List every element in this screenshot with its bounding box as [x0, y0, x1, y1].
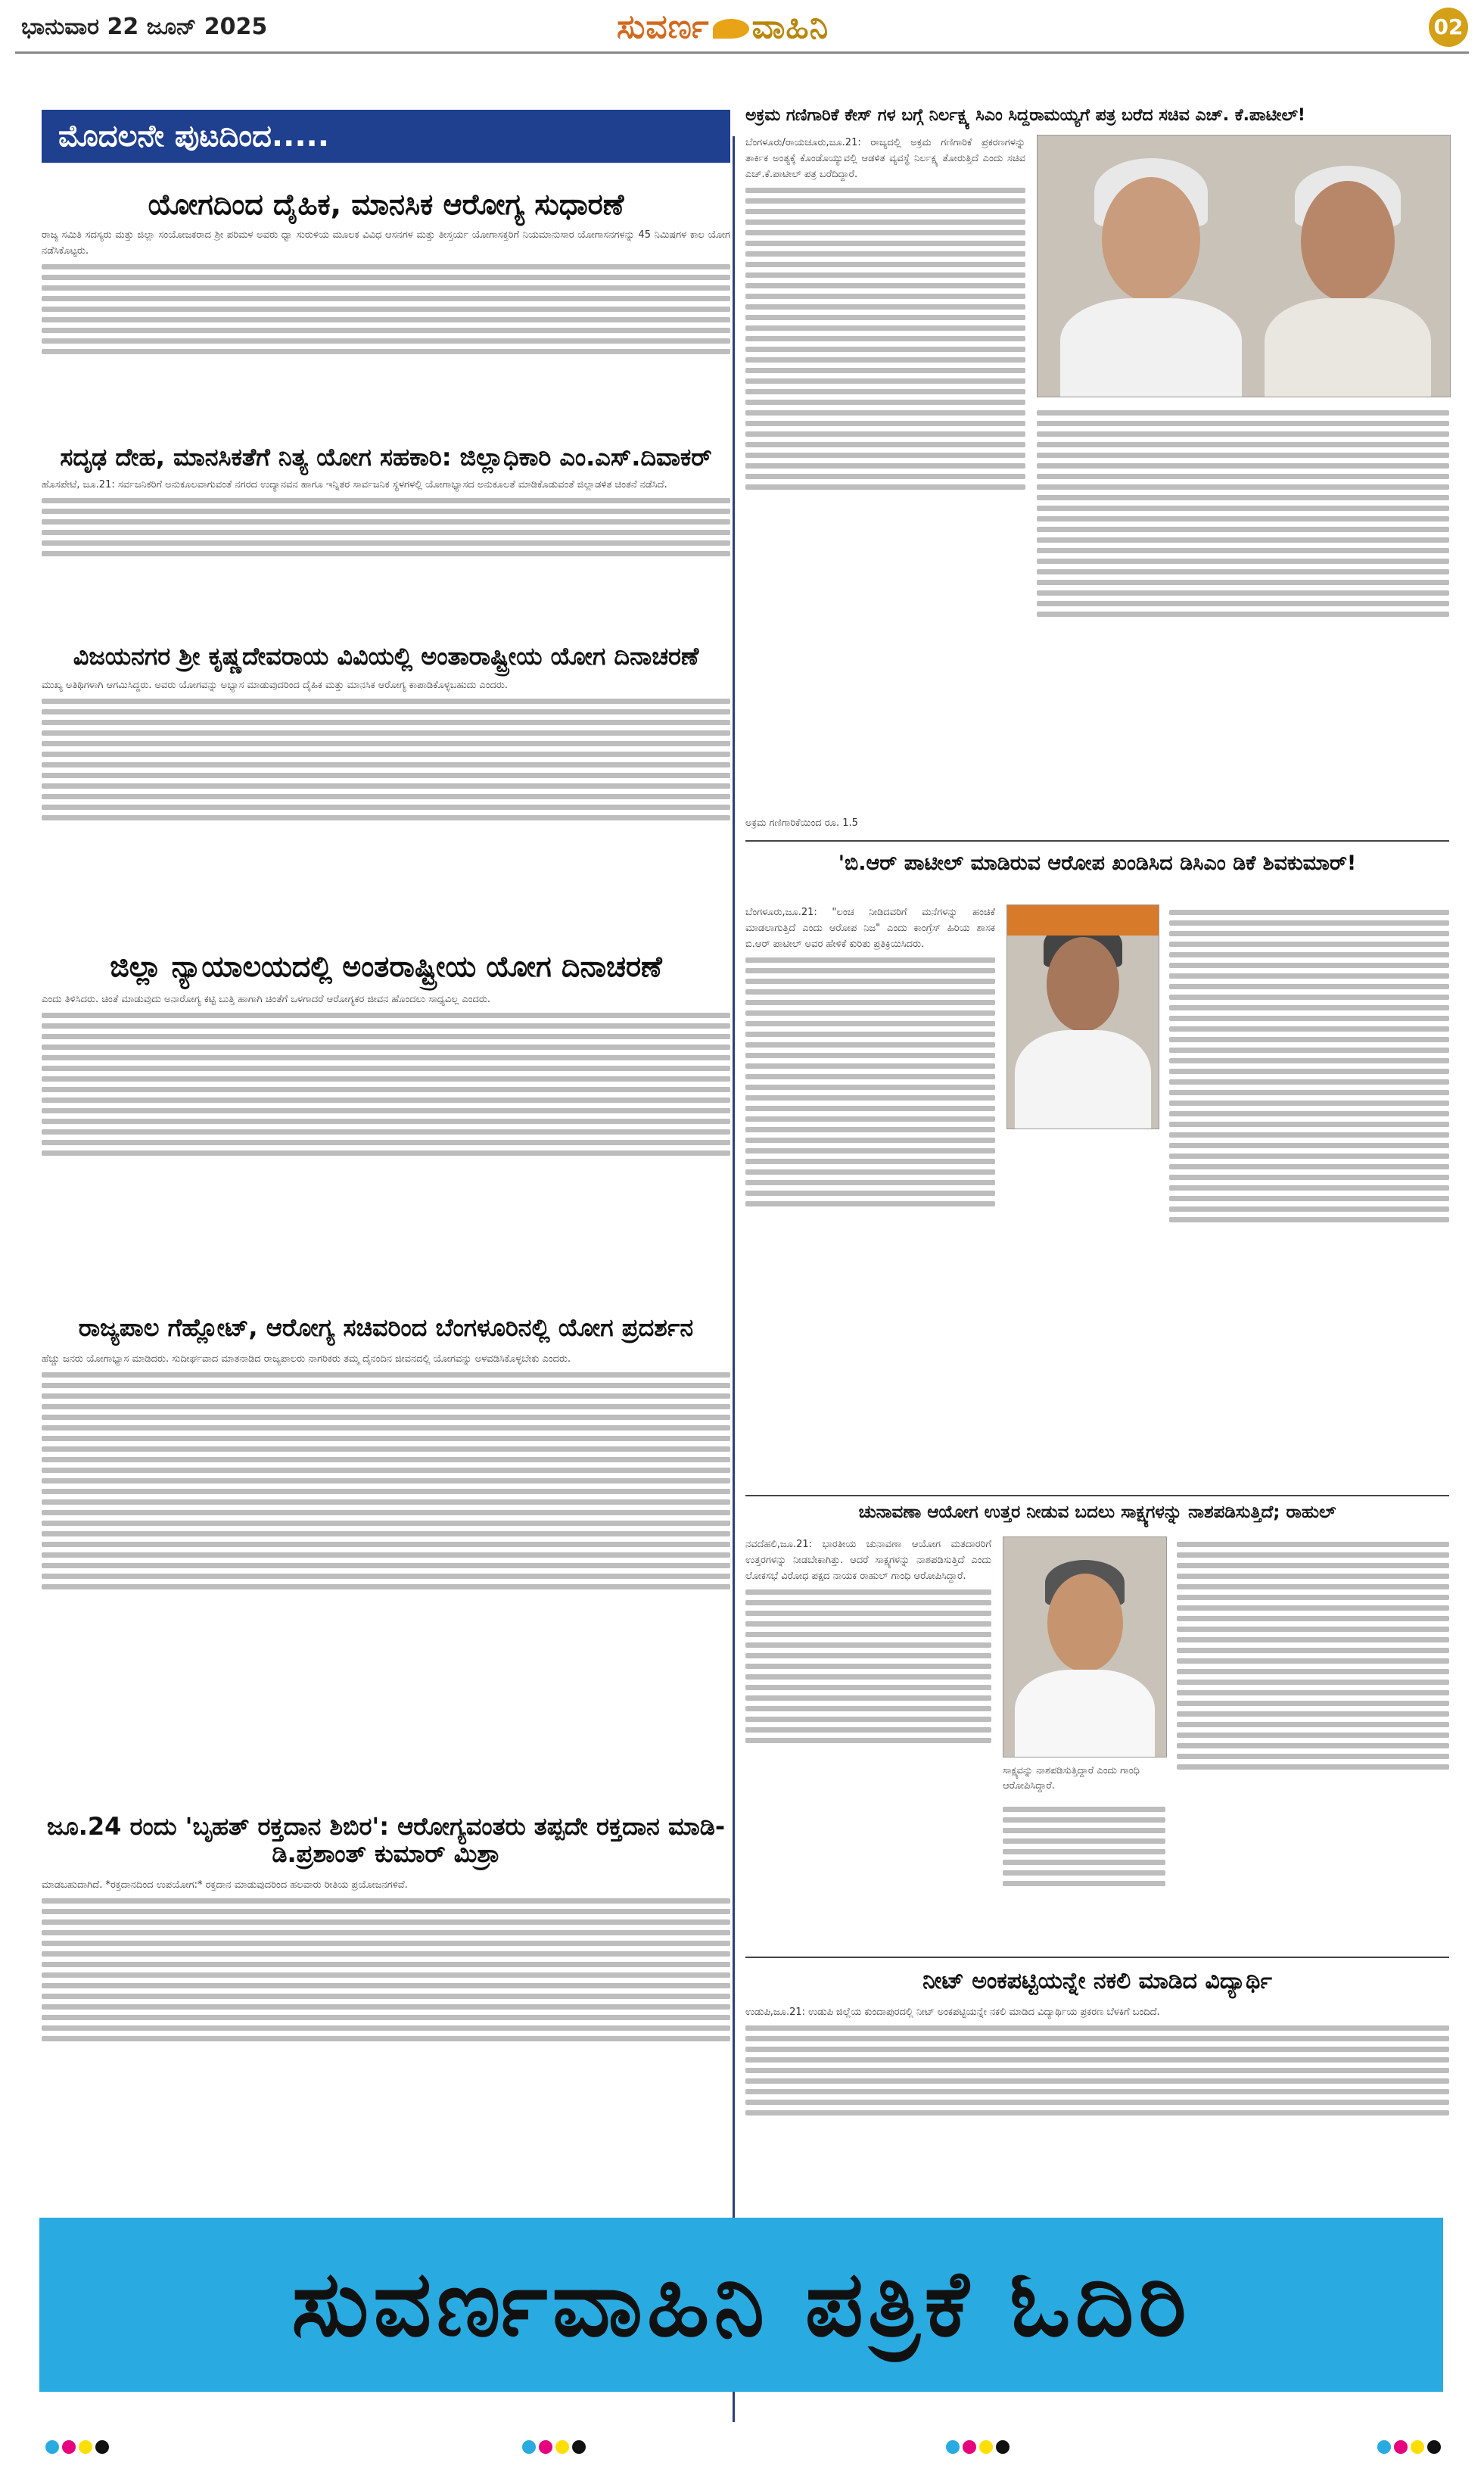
newspaper-logo[interactable]	[617, 8, 829, 46]
article-headline-mining-letter[interactable]: ಅಕ್ರಮ ಗಣಿಗಾರಿಕೆ ಕೇಸ್ ಗಳ ಬಗ್ಗೆ ನಿರ್ಲಕ್ಷ್ಯ ಸಿಎಂ ಸಿದ್ದರಾಮಯ್ಯಗೆ ಪತ್ರ ಬರೆದ ಸಚಿವ ಎಚ್. ಕೆ.ಪಾಟೀಲ್!	[745, 106, 1305, 125]
article-snippet: ಉಡುಪಿ,ಜೂ.21: ಉಡುಪಿ ಜಿಲ್ಲೆಯ ಕುಂದಾಪುರದಲ್ಲಿ ನೀಟ್ ಅಂಕಪಟ್ಟಿಯನ್ನೇ ನಕಲಿ ಮಾಡಿದ ವಿದ್ಯಾರ್ಥಿಯ ಪ್ರಕರಣ ಬೆಳಕಿಗೆ ಬಂದಿದೆ.	[745, 2007, 1160, 2018]
masthead-rule	[15, 51, 1469, 54]
article-snippet: ಬೆಂಗಳೂರು,ಜೂ.21: "ಲಂಚ ನೀಡಿದವರಿಗೆ ಮನೆಗಳನ್ನು ಹಂಚಿಕೆ ಮಾಡಲಾಗುತ್ತಿದೆ ಎಂದು ಆರೋಪ ನಿಜ" ಎಂದು ಕಾಂಗ್ರೆಸ್ ಹಿರಿಯ ಶಾಸಕ ಬಿ.ಆರ್ ಪಾಟೀಲ್ ಅವರ ಹೇಳಿಕೆ ಕುರಿತು ಪ್ರತಿಕ್ರಿಯಿಸಿದರು.	[745, 907, 995, 950]
article-snippet: ಹೆಚ್ಚು ಜನರು ಯೋಗಾಭ್ಯಾಸ ಮಾಡಿದರು. ಸುದೀರ್ಘವಾದ ಮಾತನಾಡಿದ ರಾಜ್ಯಪಾಲರು ನಾಗರಿಕರು ತಮ್ಮ ದೈನಂದಿನ ಜೀವನದಲ್ಲಿ ಯೋಗವನ್ನು ಅಳವಡಿಸಿಕೊಳ್ಳಬೇಕು ಎಂದರು.	[42, 1353, 571, 1365]
article-headline-collector-yoga[interactable]: ಸದೃಢ ದೇಹ, ಮಾನಸಿಕತೆಗೆ ನಿತ್ಯ ಯೋಗ ಸಹಕಾರಿ: ಜಿಲ್ಲಾಧಿಕಾರಿ ಎಂ.ಎಸ್.ದಿವಾಕರ್	[60, 443, 712, 472]
article-body-yoga-health	[42, 227, 730, 424]
article-snippet: ಹೊಸಪೇಟೆ, ಜೂ.21: ಸರ್ವಜನಿಕರಿಗೆ ಅನುಕೂಲವಾಗುವಂತೆ ನಗರದ ಉದ್ಯಾನವನ ಹಾಗೂ ಇನ್ನಿತರ ಸಾರ್ವಜನಿಕ ಸ್ಥಳಗಳಲ್ಲಿ ಯೋಗಾಭ್ಯಾಸದ ಅನುಕೂಲತೆ ಮಾಡಿಕೊಡುವಂತೆ ಜಿಲ್ಲಾಡಳಿತ ಚಿಂತನೆ ನಡೆಸಿದೆ.	[42, 479, 667, 490]
article-headline-dk-shivakumar[interactable]: 'ಬಿ.ಆರ್ ಪಾಟೀಲ್ ಮಾಡಿರುವ ಆರೋಪ ಖಂಡಿಸಿದ ಡಿಸಿಎಂ ಡಿಕೆ ಶಿವಕುಮಾರ್!	[838, 852, 1357, 875]
article-body-rahul-left	[745, 1536, 991, 1945]
article-headline-neet[interactable]: ನೀಟ್ ಅಂಕಪಟ್ಟಿಯನ್ನೇ ನಕಲಿ ಮಾಡಿದ ವಿದ್ಯಾರ್ಥಿ	[922, 1968, 1272, 1994]
article-snippet: ಎಂದು ತಿಳಿಸಿದರು. ಚಿಂತೆ ಮಾಡುವುದು ಅನಾರೋಗ್ಯ ಕಟ್ಟಿ ಬುತ್ತಿ ಹಾಗಾಗಿ ಚಿಂತೆಗೆ ಒಳಗಾದರೆ ಆರೋಗ್ಯಕರ ಜೀವನ ಹೊಂದಲು ಸಾಧ್ಯವಿಲ್ಲ ಎಂದರು.	[42, 994, 491, 1005]
section-banner: ಮೊದಲನೇ ಪುಟದಿಂದ.....	[42, 110, 730, 163]
article-body-rahul-mid	[1003, 1801, 1165, 1945]
print-registration-marks-right	[1377, 2440, 1444, 2457]
article-separator	[745, 840, 1449, 842]
logo-left-text: ಸುವರ್ಣ	[617, 8, 710, 46]
article-caption-mining: ಅಕ್ರಮ ಗಣಿಗಾರಿಕೆಯಿಂದ ರೂ. 1.5	[745, 817, 858, 829]
news-photo-leaders	[1037, 135, 1451, 397]
news-photo-rahul	[1003, 1536, 1167, 1757]
print-registration-marks-center-left	[522, 2440, 589, 2457]
article-headline-governor-yoga[interactable]: ರಾಜ್ಯಪಾಲ ಗೆಹ್ಲೋಟ್, ಆರೋಗ್ಯ ಸಚಿವರಿಂದ ಬೆಂಗಳೂರಿನಲ್ಲಿ ಯೋಗ ಪ್ರದರ್ಶನ	[78, 1313, 694, 1342]
article-headline-yoga-health[interactable]: ಯೋಗದಿಂದ ದೈಹಿಕ, ಮಾನಸಿಕ ಆರೋಗ್ಯ ಸುಧಾರಣೆ	[148, 188, 624, 221]
footer-promo-banner[interactable]: ಸುವರ್ಣವಾಹಿನಿ ಪತ್ರಿಕೆ ಓದಿರಿ	[39, 2218, 1443, 2392]
news-photo-dk-shivakumar	[1006, 904, 1159, 1129]
article-body-collector-yoga	[42, 477, 730, 624]
article-snippet: ನವದೆಹಲಿ,ಜೂ.21: ಭಾರತೀಯ ಚುನಾವಣಾ ಆಯೋಗ ಮತದಾರರಿಗೆ ಉತ್ತರಗಳನ್ನು ನೀಡಬೇಕಾಗಿತ್ತು. ಆದರೆ ಸಾಕ್ಷ್ಯಗಳನ್ನು ನಾಶಪಡಿಸುತ್ತಿದೆ ಎಂದು ಲೋಕಸಭೆ ವಿರೋಧ ಪಕ್ಷದ ನಾಯಕ ರಾಹುಲ್ ಗಾಂಧಿ ಆರೋಪಿಸಿದ್ದಾರೆ.	[745, 1539, 991, 1582]
article-body-mining-letter-right	[1037, 405, 1449, 829]
article-body-governor-yoga	[42, 1351, 730, 1798]
article-snippet: ಮುಖ್ಯ ಅತಿಥಿಗಳಾಗಿ ಆಗಮಿಸಿದ್ದರು. ಅವರು ಯೋಗವನ್ನು ಅಭ್ಯಾಸ ಮಾಡುವುದರಿಂದ ದೈಹಿಕ ಮತ್ತು ಮಾನಸಿಕ ಆರೋಗ್ಯ ಕಾಪಾಡಿಕೊಳ್ಳಬಹುದು ಎಂದರು.	[42, 680, 509, 691]
article-body-blood-donation	[42, 1877, 730, 2180]
article-separator	[745, 1495, 1449, 1496]
print-registration-marks-center-right	[946, 2440, 1013, 2457]
article-snippet: ರಾಜ್ಯ ಸಮಿತಿ ಸದಸ್ಯರು ಮತ್ತು ಜಿಲ್ಲಾ ಸಂಯೋಜಕರಾದ ಶ್ರೀ ಪರಿಮಳ ಅವರು ಧ್ವಾ ಸುರುಳಿಯ ಮೂಲಕ ವಿವಿಧ ಆಸನಗಳ ಮತ್ತು ತೀಸ್ತರ್ಯ ಯೋಗಾಸಕ್ತರಿಗೆ ನಿಯಮಾನುಸಾರ ಯೋಗಾಸನಗಳನ್ನು 45 ನಿಮಿಷಗಳ ಕಾಲ ಯೋಗ ನಡೆಸಿಕೊಟ್ಟರು.	[42, 229, 730, 257]
article-snippet: ಮಾಡಬಹುದಾಗಿದೆ. *ರಕ್ತದಾನದಿಂದ ಉಪಯೋಗ:* ರಕ್ತದಾನ ಮಾಡುವುದರಿಂದ ಹಲವಾರು ರೀತಿಯ ಪ್ರಯೋಜನಗಳಿವೆ.	[42, 1879, 408, 1891]
issue-date: ಭಾನುವಾರ 22 ಜೂನ್ 2025	[21, 14, 268, 40]
article-body-university-yoga	[42, 677, 730, 927]
article-body-court-yoga	[42, 992, 730, 1294]
print-registration-marks-left	[45, 2440, 112, 2457]
page-number-badge: 02	[1429, 8, 1468, 47]
article-body-neet	[745, 2004, 1449, 2197]
article-body-mining-letter-left	[745, 135, 1025, 831]
article-caption-rahul: ಸಾಕ್ಷ್ಯವನ್ನು ನಾಶಪಡಿಸುತ್ತಿದ್ದಾರೆ ಎಂದು ಗಾಂಧಿ ಆರೋಪಿಸಿದ್ದಾರೆ.	[1003, 1765, 1140, 1792]
article-separator	[745, 1957, 1449, 1958]
article-headline-rahul[interactable]: ಚುನಾವಣಾ ಆಯೋಗ ಉತ್ತರ ನೀಡುವ ಬದಲು ಸಾಕ್ಷ್ಯಗಳನ್ನು ನಾಶಪಡಿಸುತ್ತಿದೆ; ರಾಹುಲ್	[858, 1502, 1336, 1522]
logo-wing-icon	[713, 19, 749, 39]
article-headline-university-yoga[interactable]: ವಿಜಯನಗರ ಶ್ರೀ ಕೃಷ್ಣದೇವರಾಯ ವಿವಿಯಲ್ಲಿ ಅಂತಾರಾಷ್ಟ್ರೀಯ ಯೋಗ ದಿನಾಚರಣೆ	[73, 642, 699, 671]
article-body-dk-left	[745, 904, 995, 1480]
article-body-rahul-right	[1177, 1536, 1449, 1945]
column-divider	[733, 136, 735, 2422]
article-headline-court-yoga[interactable]: ಜಿಲ್ಲಾ ನ್ಯಾಯಾಲಯದಲ್ಲಿ ಅಂತರಾಷ್ಟ್ರೀಯ ಯೋಗ ದಿನಾಚರಣೆ	[110, 950, 662, 983]
article-body-dk-right	[1169, 904, 1449, 1480]
logo-right-text: ವಾಹಿನಿ	[751, 8, 829, 46]
article-snippet: ಬೆಂಗಳೂರು/ರಾಯಚೂರು,ಜೂ.21: ರಾಜ್ಯದಲ್ಲಿ ಅಕ್ರಮ ಗಣಿಗಾರಿಕೆ ಪ್ರಕರಣಗಳನ್ನು ತಾರ್ಕಿಕ ಅಂತ್ಯಕ್ಕೆ ಕೊಂಡೊಯ್ಯುವಲ್ಲಿ ಆಡಳಿತ ವ್ಯವಸ್ಥೆ ನಿರ್ಲಕ್ಷ್ಯ ತೋರುತ್ತಿದೆ ಎಂದು ಸಚಿವ ಎಚ್.ಕೆ.ಪಾಟೀಲ್ ಪತ್ರ ಬರೆದಿದ್ದಾರೆ.	[745, 137, 1025, 180]
article-headline-blood-donation[interactable]: ಜೂ.24 ರಂದು 'ಬೃಹತ್ ರಕ್ತದಾನ ಶಿಬಿರ': ಆರೋಗ್ಯವಂತರು ತಪ್ಪದೇ ರಕ್ತದಾನ ಮಾಡಿ-ಡಿ.ಪ್ರಶಾಂತ್ ಕುಮಾರ್ ಮಿಶ್ರಾ	[46, 1812, 726, 1868]
